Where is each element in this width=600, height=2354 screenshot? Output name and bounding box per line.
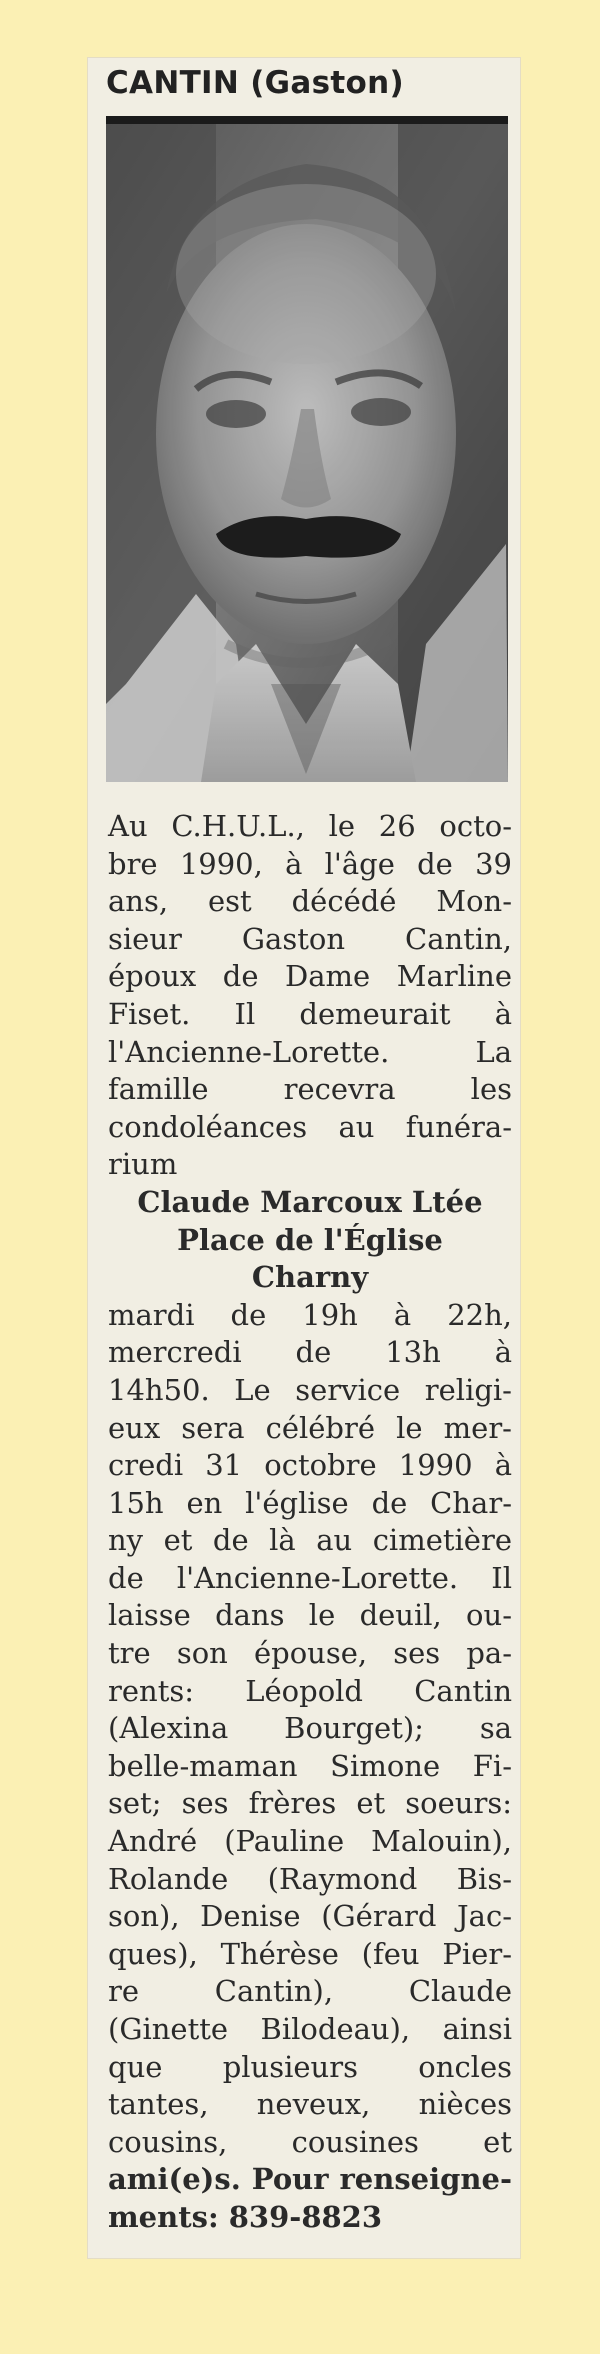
text-line: condoléances au funéra-: [108, 1109, 512, 1144]
contact-info: [108, 2161, 512, 2236]
text-line: mardi de 19h à 22h,: [108, 1297, 512, 1332]
text-line: laisse dans le deuil, ou-: [108, 1598, 512, 1633]
text-line: ques), Thérèse (feu Pier-: [108, 1936, 512, 1971]
funeral-home-city: Charny: [251, 1260, 369, 1295]
text-line: tantes, neveux, nièces: [108, 2087, 512, 2122]
funeral-home-name: Claude Marcoux Ltée: [137, 1184, 483, 1219]
text-line: l'Ancienne-Lorette. La: [108, 1034, 512, 1069]
obituary-clipping: [88, 58, 520, 2258]
text-line: re Cantin), Claude: [108, 1974, 512, 2009]
text-line: Au C.H.U.L., le 26 octo-: [108, 809, 512, 843]
text-line: bre 1990, à l'âge de 39: [108, 846, 512, 881]
text-line: sieur Gaston Cantin,: [108, 921, 512, 956]
text-line: 14h50. Le service religi-: [108, 1372, 512, 1407]
text-line: ans, est décédé Mon-: [108, 884, 512, 919]
text-line: André (Pauline Malouin),: [108, 1824, 512, 1859]
text-line: que plusieurs oncles: [108, 2049, 512, 2084]
text-line: époux de Dame Marline: [108, 959, 512, 994]
text-line: belle-maman Simone Fi-: [108, 1748, 512, 1783]
text-line: rents: Léopold Cantin: [108, 1673, 512, 1708]
title-rule: [106, 116, 508, 124]
text-line: (Alexina Bourget); sa: [108, 1711, 512, 1746]
text-line: mercredi de 13h à: [108, 1335, 512, 1370]
text-line: ny et de là au cimetière: [108, 1523, 512, 1558]
text-line: set; ses frères et soeurs:: [108, 1786, 512, 1821]
text-line: (Ginette Bilodeau), ainsi: [108, 2012, 512, 2046]
obituary-details: [108, 1297, 512, 2162]
funeral-home-block: [108, 1184, 512, 1297]
text-line: tre son épouse, ses pa-: [108, 1636, 512, 1671]
text-line: 15h en l'église de Char-: [108, 1485, 512, 1520]
text-line: credi 31 octobre 1990 à: [108, 1448, 512, 1483]
text-line: ami(e)s. Pour renseigne-: [108, 2162, 512, 2197]
text-line: cousins, cousines et: [108, 2124, 512, 2159]
text-line: rium: [108, 1147, 178, 1182]
text-line: eux sera célébré le mer-: [108, 1410, 512, 1445]
portrait-photo: [106, 124, 508, 782]
text-line: de l'Ancienne-Lorette. Il: [108, 1560, 512, 1595]
funeral-home-place: Place de l'Église: [177, 1222, 443, 1257]
text-line: famille recevra les: [108, 1072, 512, 1107]
obituary-intro: [108, 808, 512, 1184]
text-line: son), Denise (Gérard Jac-: [108, 1899, 512, 1934]
obituary-title: CANTIN (Gaston): [106, 65, 404, 101]
text-line: Rolande (Raymond Bis-: [108, 1861, 512, 1896]
obituary-text: [108, 808, 512, 2237]
text-line: ments: 839-8823: [108, 2199, 383, 2234]
text-line: Fiset. Il demeurait à: [108, 996, 512, 1031]
